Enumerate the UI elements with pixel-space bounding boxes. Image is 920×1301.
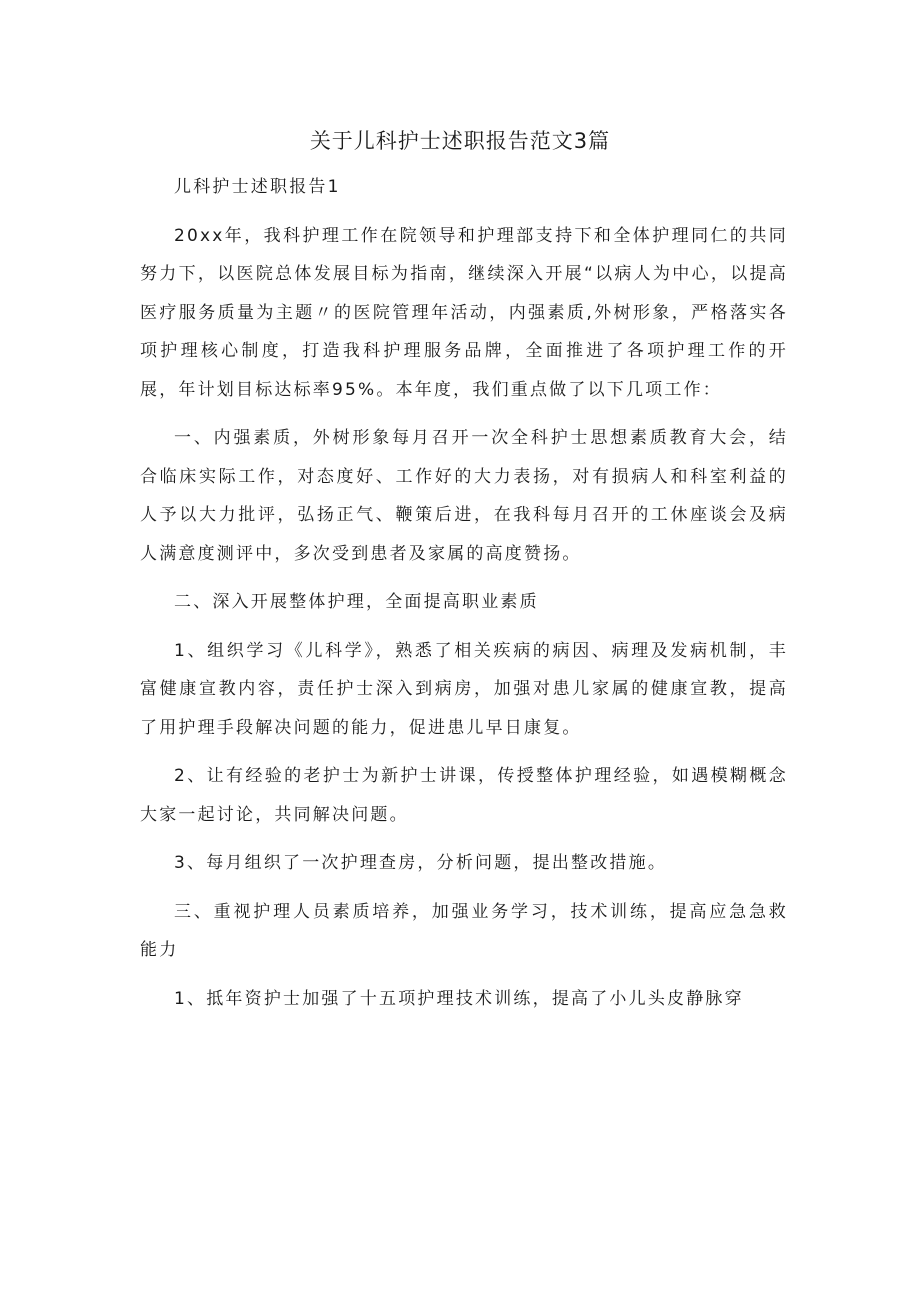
paragraph-item-2-2: 2、让有经验的老护士为新护士讲课，传授整体护理经验，如遇模糊概念大家一起讨论，共同解决问题。 [140, 766, 788, 825]
paragraph-section-1: 一、内强素质，外树形象每月召开一次全科护士思想素质教育大会，结合临床实际工作，对态度好、工作好的大力表扬，对有损病人和科室利益的人予以大力批评，弘扬正气、鞭策后进，在我科每月召开的工休座谈会及病人满意度测评中，多次受到患者及家属的高度赞扬。 [140, 428, 788, 564]
paragraph-intro: 20xx年，我科护理工作在院领导和护理部支持下和全体护理同仁的共同努力下，以医院总体发展目标为指南，继续深入开展“以病人为中心，以提高医疗服务质量为主题〃的医院管理年活动，内强素质,外树形象，严格落实各项护理核心制度，打造我科护理服务品牌，全面推进了各项护理工作的开展，年计划目标达标率95%。本年度，我们重点做了以下几项工作： [140, 225, 788, 400]
document-title: 关于儿科护士述职报告范文3篇 [309, 129, 611, 153]
section-heading-3: 三、重视护理人员素质培养，加强业务学习，技术训练，提高应急急救能力 [140, 901, 788, 960]
document-body [140, 168, 788, 1028]
paragraph-item-3-1: 1、抵年资护士加强了十五项护理技术训练，提高了小儿头皮静脉穿 [174, 988, 744, 1009]
section-heading-2: 二、深入开展整体护理，全面提高职业素质 [174, 592, 539, 612]
paragraph-item-2-3: 3、每月组织了一次护理查房，分析问题，提出整改措施。 [174, 853, 668, 873]
paragraph-item-2-1: 1、组织学习《儿科学》，熟悉了相关疾病的病因、病理及发病机制，丰富健康宣教内容，责任护士深入到病房，加强对患儿家属的健康宣教，提高了用护理手段解决问题的能力，促进患儿早日康复。 [140, 640, 788, 738]
section-heading-report-1: 儿科护士述职报告1 [174, 177, 341, 197]
